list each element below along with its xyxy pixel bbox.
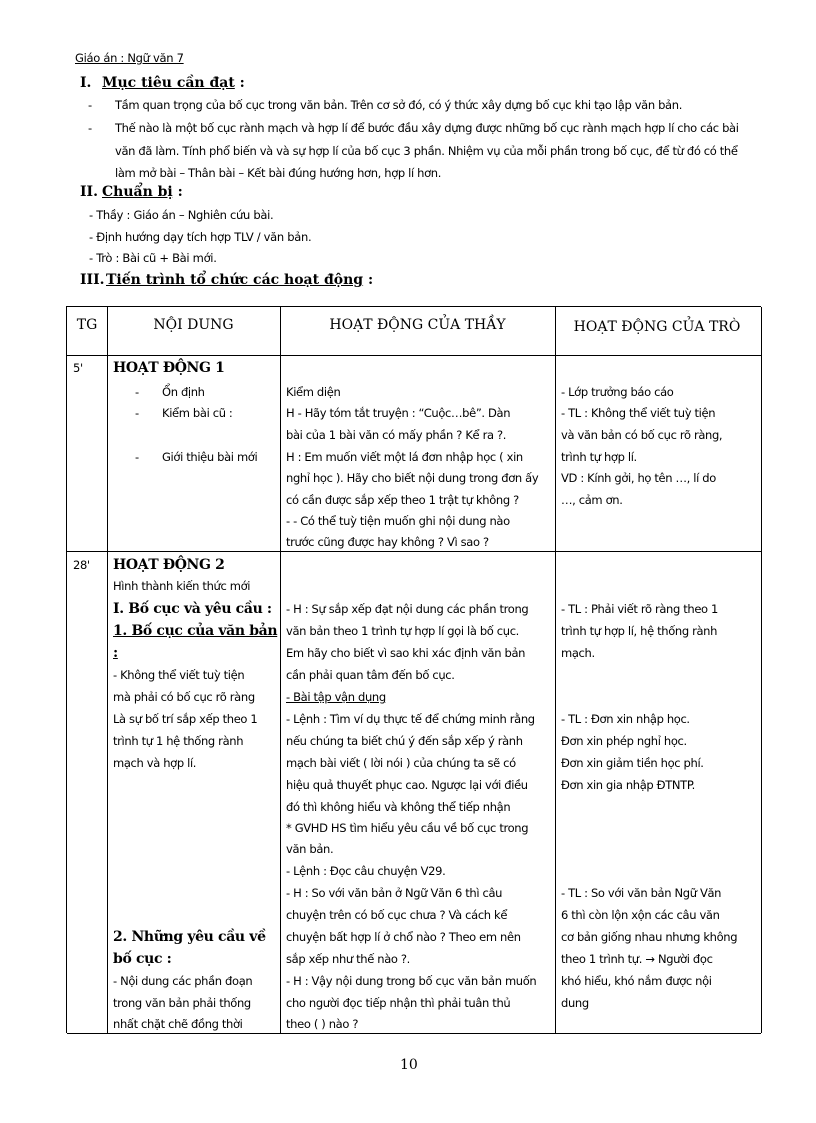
row2-teacher-line: * GVHD HS tìm hiểu yêu cầu về bố cục trong xyxy=(286,821,529,835)
bullet-text: Tầm quan trọng của bố cục trong văn bản. Trên cơ sở đó, có ý thức xây dựng bố cục khi tạo lập văn bản. xyxy=(115,98,683,112)
row1-student-line: - Lớp trưởng báo cáo xyxy=(561,385,674,399)
row2-teacher-line: đó thì không hiểu và không thể tiếp nhận xyxy=(286,800,511,814)
bullet-text: Thế nào là một bố cục rành mạch và hợp lí để bước đầu xây dựng được những bố cục rành mạch hợp lí cho các bài văn đã làm. Tính phổ biến và và sự hợp lí của bố cục 3 phần. Nhiệm vụ của mỗi phần trong bố cục, để từ đó có thể làm mở bài – Thân bài – Kết bài đúng hướng hơn, hợp lí hơn. xyxy=(115,121,739,180)
row2-teacher-line: chuyện bất hợp lí ở chổ nào ? Theo em nên xyxy=(286,930,521,944)
row1-teacher-line: nghỉ học ). Hãy cho biết nội dung trong đơn ấy xyxy=(286,471,539,485)
bullet-dash: - xyxy=(88,98,92,112)
section-1-colon: : xyxy=(234,75,245,91)
row1-student-line: trình tự hợp lí. xyxy=(561,450,637,464)
row1-student-line: …, cảm ơn. xyxy=(561,493,623,507)
row2-activity-title: HOẠT ĐỘNG 2 xyxy=(113,557,225,573)
row2-student-line: Đơn xin phép nghỉ học. xyxy=(561,734,687,748)
row2-student-line: - TL : So với văn bản Ngữ Văn xyxy=(561,886,722,900)
row2-subtitle: Hình thành kiến thức mới xyxy=(113,579,251,593)
section-2-colon: : xyxy=(172,184,183,200)
row2-heading-2: 2. Những yêu cầu về xyxy=(113,929,266,945)
row1-item-dash: - xyxy=(135,406,139,420)
section-1-number: I. xyxy=(80,75,92,91)
row1-student-line: - TL : Không thể viết tuỳ tiện xyxy=(561,406,716,420)
row1-teacher-line: - - Có thể tuỳ tiện muốn ghi nội dung nào xyxy=(286,514,510,528)
row2-content-line: trình tự 1 hệ thống rành xyxy=(113,734,244,748)
prep-line: - Thầy : Giáo án – Nghiên cứu bài. xyxy=(89,208,274,222)
row2-teacher-line: văn bản theo 1 trình tự hợp lí gọi là bố cục. xyxy=(286,624,519,638)
heading-text: I. Bố cục và yêu cầu : xyxy=(113,601,272,617)
row2-teacher-line: - Lệnh : Tìm ví dụ thực tế để chứng minh rằng xyxy=(286,712,535,726)
section-1-title: Mục tiêu cần đạt xyxy=(102,75,235,91)
row1-student-line: VD : Kính gởi, họ tên …, lí do xyxy=(561,471,716,485)
row1-teacher-line: có cần được sắp xếp theo 1 trật tự không ? xyxy=(286,493,519,507)
row2-content-line: Là sự bố trí sắp xếp theo 1 xyxy=(113,712,258,726)
row2-student-line: 6 thì còn lộn xộn các câu văn xyxy=(561,908,720,922)
row2-teacher-line: - H : So với văn bản ở Ngữ Văn 6 thì câu xyxy=(286,886,503,900)
header-tg: TG xyxy=(76,317,98,333)
section-3-colon: : xyxy=(363,272,374,288)
row2-teacher-line: mạch bài viết ( lời nói ) của chúng ta sẽ có xyxy=(286,756,516,770)
row1-item-dash: - xyxy=(135,450,139,464)
section-1-heading xyxy=(80,75,245,91)
row1-item: Giới thiệu bài mới xyxy=(162,450,258,464)
objective-bullet-2 xyxy=(88,117,758,183)
header-hoat-dong-tro: HOẠT ĐỘNG CỦA TRÒ xyxy=(573,319,741,335)
row1-teacher-line: bài của 1 bài văn có mấy phần ? Kể ra ?. xyxy=(286,428,507,442)
row2-teacher-line: hiệu quả thuyết phục cao. Ngược lại với điều xyxy=(286,778,528,792)
row2-student-line: dung xyxy=(561,996,589,1010)
row2-teacher-line: cần phải quan tâm đến bố cục. xyxy=(286,668,455,682)
row2-student-line: Đơn xin gia nhập ĐTNTP. xyxy=(561,778,695,792)
header-hoat-dong-thay: HOẠT ĐỘNG CỦA THẦY xyxy=(329,317,506,333)
row1-activity-title: HOẠT ĐỘNG 1 xyxy=(113,360,225,376)
header-label: Giáo án : Ngữ văn 7 xyxy=(75,51,184,65)
row1-time: 5' xyxy=(73,361,83,375)
row2-teacher-line: Em hãy cho biết vì sao khi xác định văn bản xyxy=(286,646,526,660)
row1-item: Kiểm bài cũ : xyxy=(162,406,233,420)
row2-content-line: trong văn bản phải thống xyxy=(113,996,251,1010)
row2-student-line: cơ bản giống nhau nhưng không xyxy=(561,930,738,944)
row2-teacher-line: cho người đọc tiếp nhận thì phải tuân thủ xyxy=(286,996,511,1010)
row2-content-line: - Nội dung các phần đoạn xyxy=(113,974,253,988)
row1-teacher-line: trước cũng được hay không ? Vì sao ? xyxy=(286,535,489,549)
row2-teacher-line: nếu chúng ta biết chú ý đến sắp xếp ý rành xyxy=(286,734,523,748)
row2-teacher-line: - H : Sự sắp xếp đạt nội dung các phần trong xyxy=(286,602,529,616)
section-3-number: III. xyxy=(80,272,105,288)
row2-student-line: khó hiểu, khó nắm được nội xyxy=(561,974,712,988)
section-2-number: II. xyxy=(80,184,98,200)
objective-bullet-1 xyxy=(88,94,758,116)
bullet-dash: - xyxy=(88,121,92,135)
row2-content-line: nhất chặt chẽ đồng thời xyxy=(113,1017,243,1031)
section-3-title: Tiến trình tổ chức các hoạt động xyxy=(106,272,364,288)
section-3-heading xyxy=(80,272,373,288)
activities-table xyxy=(66,306,761,1033)
row2-heading-1-1: 1. Bố cục của văn bản xyxy=(113,623,278,639)
row2-time: 28' xyxy=(73,558,90,572)
row2-teacher-line: theo ( ) nào ? xyxy=(286,1017,359,1031)
row2-teacher-line: văn bản. xyxy=(286,842,334,856)
row2-student-line: theo 1 trình tự. → Người đọc xyxy=(561,952,713,966)
row2-student-line: trình tự hợp lí, hệ thống rành xyxy=(561,624,718,638)
section-2-title: Chuẩn bị xyxy=(102,184,173,200)
row2-heading-1 xyxy=(113,599,272,620)
row1-item-dash: - xyxy=(135,385,139,399)
row2-heading-2-cont: bố cục : xyxy=(113,951,172,967)
row1-item: Ổn định xyxy=(162,385,205,399)
header-noidung: NỘI DUNG xyxy=(153,317,234,333)
row2-teacher-line: chuyện trên có bố cục chưa ? Và cách kể xyxy=(286,908,508,922)
row2-student-line: Đơn xin giảm tiền học phí. xyxy=(561,756,704,770)
row2-exercise-label: - Bài tập vận dụng xyxy=(286,690,386,704)
row2-student-line: mạch. xyxy=(561,646,595,660)
row1-teacher-line: Kiểm diện xyxy=(286,385,341,399)
row2-teacher-line: - H : Vậy nội dung trong bố cục văn bản muốn xyxy=(286,974,537,988)
prep-line: - Trò : Bài cũ + Bài mới. xyxy=(89,251,217,265)
prep-line: - Định hướng dạy tích hợp TLV / văn bản. xyxy=(89,230,312,244)
page-number: 10 xyxy=(400,1057,418,1073)
row2-content-line: mạch và hợp lí. xyxy=(113,756,197,770)
row2-student-line: - TL : Phải viết rõ ràng theo 1 xyxy=(561,602,719,616)
row1-student-line: và văn bản có bố cục rõ ràng, xyxy=(561,428,723,442)
row2-teacher-line: - Lệnh : Đọc câu chuyện V29. xyxy=(286,864,446,878)
section-2-heading xyxy=(80,184,183,200)
row2-content-line: - Không thể viết tuỳ tiện xyxy=(113,668,245,682)
row1-teacher-line: H : Em muốn viết một lá đơn nhập học ( xin xyxy=(286,450,523,464)
row2-content-line: mà phải có bố cục rõ ràng xyxy=(113,690,255,704)
row2-heading-1-1-colon: : xyxy=(113,645,118,661)
row2-student-line: - TL : Đơn xin nhập học. xyxy=(561,712,690,726)
row2-teacher-line: sắp xếp như thế nào ?. xyxy=(286,952,410,966)
row1-teacher-line: H - Hãy tóm tắt truyện : “Cuộc…bê”. Dàn xyxy=(286,406,511,420)
